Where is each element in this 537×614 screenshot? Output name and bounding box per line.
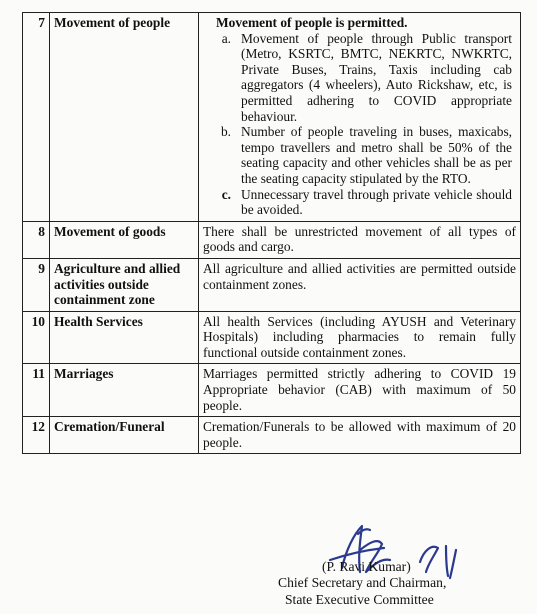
list-text: Movement of people through Public transport (Metro, KSRTC, BMTC, NEKRTC, NWKRTC, Private Buses, Trains, Taxis including cab aggregators (4 wheelers), Auto Rickshaw, etc, is permitted adhering to COVID appropriate behaviour.	[241, 30, 512, 124]
row-subject: Movement of goods	[50, 221, 199, 258]
list-marker: c.	[221, 186, 231, 202]
list-text: Unnecessary travel through private vehicle should be avoided.	[241, 186, 512, 218]
row-detail: All health Services (including AYUSH and Veterinary Hospitals) including pharmacies to remain fully functional outside containment zones.	[199, 311, 521, 364]
list-marker: a.	[221, 30, 231, 46]
list-marker: b.	[220, 124, 231, 140]
row-detail: All agriculture and allied activities are permitted outside containment zones.	[199, 258, 521, 311]
row-subject: Marriages	[50, 364, 199, 417]
table-row	[23, 417, 521, 454]
row-subject: Cremation/Funeral	[50, 417, 199, 454]
row-detail: Cremation/Funerals to be allowed with maximum of 20 people.	[199, 417, 521, 454]
row-number: 7	[23, 13, 50, 222]
row-number: 12	[23, 417, 50, 454]
row-detail: Marriages permitted strictly adhering to COVID 19 Appropriate behavior (CAB) with maximum of 50 people.	[199, 364, 521, 417]
table-row	[23, 364, 521, 417]
signature-block	[280, 520, 530, 610]
detail-heading: Movement of people is permitted.	[216, 15, 408, 30]
row-subject: Health Services	[50, 311, 199, 364]
list-item	[203, 31, 516, 125]
row-subject: Agriculture and allied activities outside containment zone	[50, 258, 199, 311]
row-detail	[199, 13, 521, 222]
row-number: 10	[23, 311, 50, 364]
table-row	[23, 311, 521, 364]
row-number: 11	[23, 364, 50, 417]
table-row	[23, 258, 521, 311]
table-row	[23, 13, 521, 222]
signatory-committee: State Executive Committee	[285, 592, 434, 607]
row-number: 8	[23, 221, 50, 258]
row-detail: There shall be unrestricted movement of all types of goods and cargo.	[199, 221, 521, 258]
list-item	[203, 124, 516, 186]
detail-sublist	[203, 31, 516, 218]
row-subject: Movement of people	[50, 13, 199, 222]
signatory-name: (P. Ravi Kumar)	[322, 559, 411, 574]
list-text: Number of people traveling in buses, maxicabs, tempo travellers and metro shall be 50% of the seating capacity and other vehicles shall be as per the seating capacity stipulated by the RTO.	[241, 124, 512, 186]
table-row	[23, 221, 521, 258]
guidelines-table	[22, 12, 521, 454]
list-item	[203, 187, 516, 218]
row-number: 9	[23, 258, 50, 311]
signatory-designation: Chief Secretary and Chairman,	[278, 575, 447, 590]
